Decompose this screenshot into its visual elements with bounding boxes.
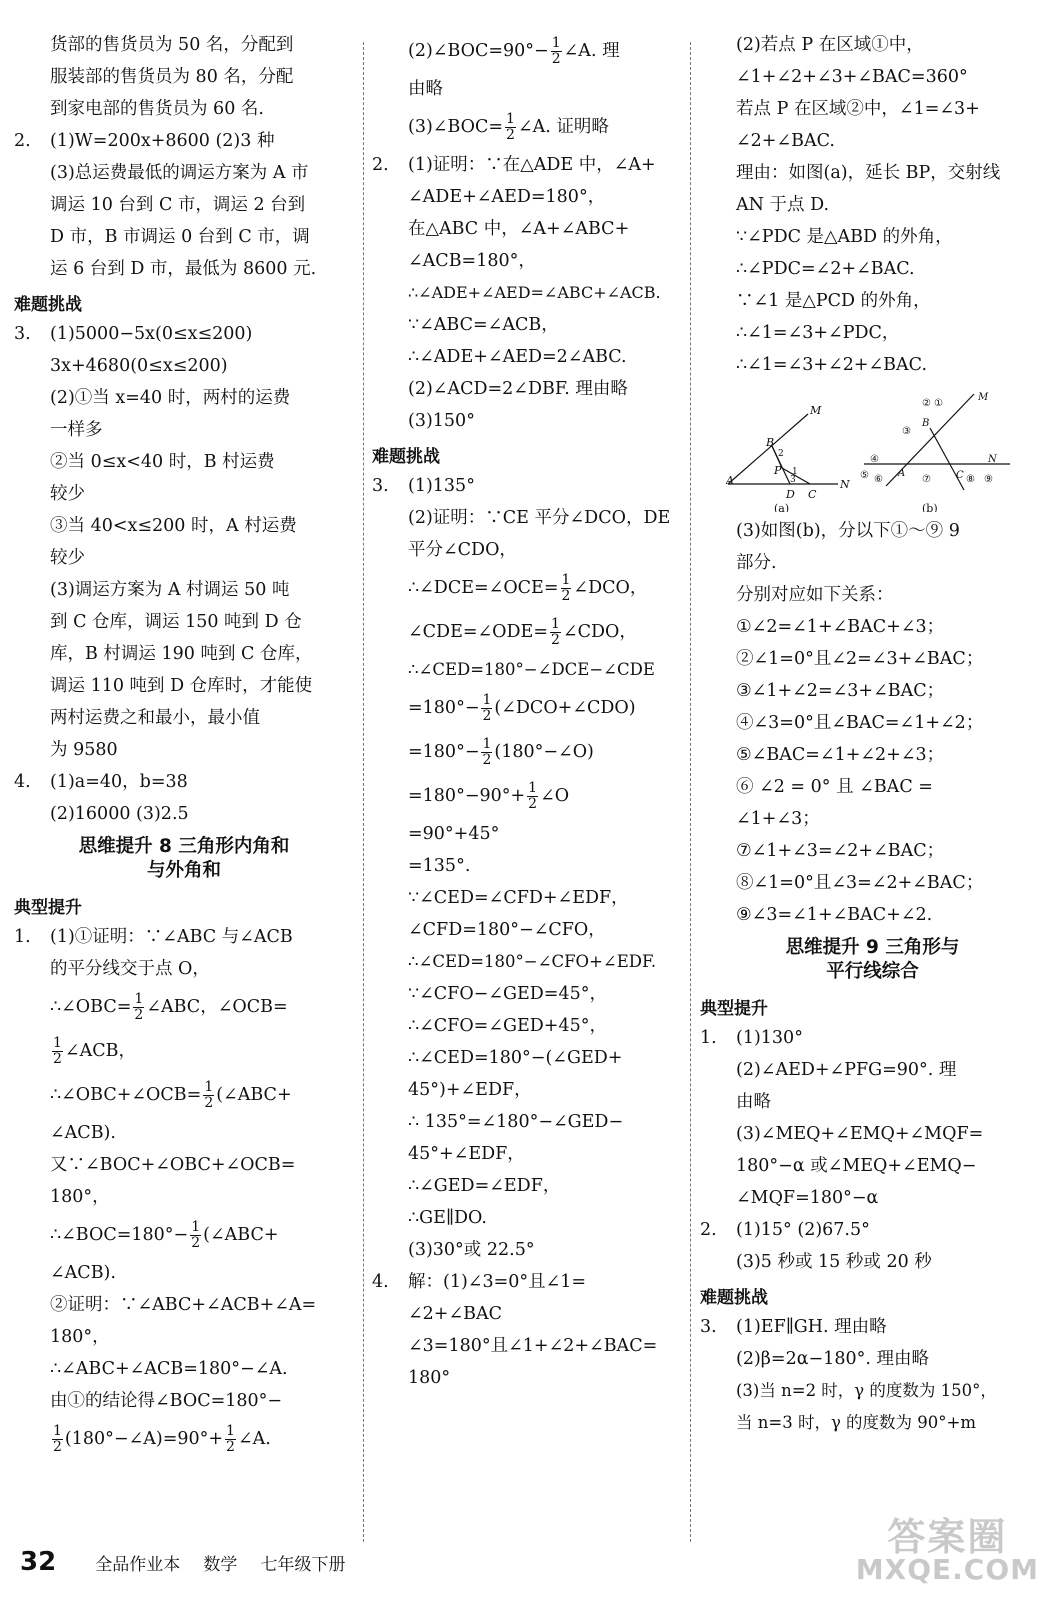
denominator: 2 xyxy=(551,51,561,67)
item-number: 4. xyxy=(372,1272,389,1292)
label-A: A xyxy=(726,474,734,487)
text: ∠CDO， xyxy=(562,622,637,642)
text: ∴∠BOC=180°− xyxy=(50,1225,189,1245)
label-angle-3: 3 xyxy=(790,475,796,485)
text-line: (3)∠MEQ+∠EMQ+∠MQF= xyxy=(736,1124,984,1144)
label-C: C xyxy=(956,470,964,481)
text: (1)a=40，b=38 xyxy=(50,772,188,792)
fraction-half xyxy=(203,1080,214,1111)
fraction-half xyxy=(225,1424,236,1455)
text-line xyxy=(14,1034,354,1068)
text-line xyxy=(372,571,682,605)
text-line: ∴∠ABC+∠ACB=180°−∠A. xyxy=(50,1359,288,1379)
text-line: ∠CFD=180°−∠CFO， xyxy=(408,920,606,940)
text-line: 由略 xyxy=(736,1092,771,1112)
item-number: 2. xyxy=(372,155,389,175)
text-line: ∴∠PDC=∠2+∠BAC. xyxy=(736,259,915,279)
answer-item xyxy=(14,130,354,152)
text-line xyxy=(14,1218,354,1252)
watermark-logo xyxy=(855,1515,1039,1586)
numerator: 1 xyxy=(204,1079,214,1095)
text: ∠A. 理 xyxy=(563,41,620,61)
region-9-label: ⑨ xyxy=(984,474,993,485)
numerator: 1 xyxy=(482,692,492,708)
text-line: =90°+45° xyxy=(408,824,500,844)
item-number: 2. xyxy=(14,131,31,151)
answer-item xyxy=(700,1027,1045,1049)
text-line: 180°， xyxy=(50,1187,110,1207)
label-P: P xyxy=(774,464,782,477)
fraction-half xyxy=(505,112,516,143)
text-line: 180° xyxy=(408,1368,451,1388)
fraction-half xyxy=(550,617,561,648)
section-heading: 典型提升 xyxy=(14,898,82,918)
column-divider xyxy=(363,42,364,1542)
numerator: 1 xyxy=(482,736,492,752)
fraction-half xyxy=(133,992,144,1023)
denominator: 2 xyxy=(191,1235,201,1251)
text-line: =135°. xyxy=(408,856,471,876)
text: ∠ABC，∠OCB= xyxy=(146,997,288,1017)
text-line: ∠ACB). xyxy=(50,1263,116,1283)
numerator: 1 xyxy=(53,1035,62,1051)
text-line: ∴∠ADE+∠AED=2∠ABC. xyxy=(408,347,627,367)
text-line: (3)如图(b)，分以下①～⑨ 9 xyxy=(736,521,960,541)
chapter-title-line: 与外角和 xyxy=(146,860,221,881)
caption-b: (b) xyxy=(922,502,938,512)
item-number: 1. xyxy=(700,1028,717,1048)
numerator: 1 xyxy=(551,35,561,51)
figure-b-labels xyxy=(860,392,998,512)
text-line: 调运 110 吨到 D 仓库时，才能使 xyxy=(50,676,313,696)
section-heading: 典型提升 xyxy=(700,999,768,1019)
fraction-half xyxy=(481,737,492,768)
answer-item xyxy=(372,475,682,497)
label-C: C xyxy=(808,488,817,501)
text: (1)5000−5x(0≤x≤200) xyxy=(50,324,253,344)
text-line: ∵∠1 是△PCD 的外角， xyxy=(736,291,931,311)
label-D: D xyxy=(786,488,795,501)
grade: 七年级下册 xyxy=(260,1554,346,1575)
text: ∴∠DCE=∠OCE= xyxy=(408,578,559,598)
text-line: (2)证明：∵CE 平分∠DCO，DE xyxy=(408,508,671,528)
text-line: ∠3=180°且∠1+∠2+∠BAC= xyxy=(408,1336,658,1356)
text: ∠A. xyxy=(237,1429,271,1449)
text-line: 理由：如图(a)，延长 BP，交射线 xyxy=(736,163,1001,183)
text-line: 45°)+∠EDF， xyxy=(408,1080,532,1100)
denominator: 2 xyxy=(53,1051,62,1067)
answer-item xyxy=(14,323,354,345)
text: (3)∠BOC= xyxy=(408,117,504,137)
text: (∠ABC+ xyxy=(203,1225,279,1245)
text: ∴∠OBC+∠OCB= xyxy=(50,1085,202,1105)
section-heading: 难题挑战 xyxy=(700,1288,768,1308)
region-8-label: ⑧ xyxy=(966,474,975,485)
text-line: ∵∠CED=∠CFD+∠EDF， xyxy=(408,888,629,908)
text-line: 由略 xyxy=(408,79,443,99)
denominator: 2 xyxy=(53,1439,62,1455)
text-line: 平分∠CDO， xyxy=(408,540,517,560)
text-line: AN 于点 D. xyxy=(736,195,830,215)
column-left xyxy=(14,34,354,1466)
text: (2)∠BOC=90°− xyxy=(408,41,549,61)
text-line: (3)调运方案为 A 村调运 50 吨 xyxy=(50,580,290,600)
geometry-figures xyxy=(726,392,1016,512)
text-line: ③当 40<x≤200 时，A 村运费 xyxy=(50,516,297,536)
text: ∠DCO， xyxy=(573,578,648,598)
text-line: 运 6 台到 D 市，最低为 8600 元. xyxy=(50,259,317,279)
text: (1)130° xyxy=(736,1028,803,1048)
text-line: ①∠2=∠1+∠BAC+∠3； xyxy=(736,617,945,637)
text-line: (2)16000 (3)2.5 xyxy=(50,804,189,824)
text: (∠DCO+∠CDO) xyxy=(494,698,636,718)
text: (∠ABC+ xyxy=(216,1085,292,1105)
section-heading: 难题挑战 xyxy=(372,447,440,467)
text-line: (2)β=2α−180°. 理由略 xyxy=(736,1349,929,1369)
text: (1)证明：∵在△ADE 中，∠A+ xyxy=(408,155,656,175)
book-title: 全品作业本 xyxy=(95,1554,181,1575)
text-line xyxy=(14,1422,354,1456)
text-line: 库，B 村调运 190 吨到 C 仓库， xyxy=(50,644,313,664)
text-line: ∠2+∠BAC xyxy=(408,1304,503,1324)
region-5-label: ⑤ xyxy=(860,470,869,481)
text: (1)135° xyxy=(408,476,475,496)
label-angle-1: 1 xyxy=(792,467,798,477)
text-line: ∠2+∠BAC. xyxy=(736,131,835,151)
region-6-label: ⑥ xyxy=(874,474,883,485)
text-line: 到 C 仓库，调运 150 吨到 D 仓 xyxy=(50,612,302,632)
text-line: 到家电部的售货员为 60 名. xyxy=(50,99,264,119)
fraction-half xyxy=(52,1036,63,1067)
text-line: ∵∠PDC 是△ABD 的外角， xyxy=(736,227,953,247)
section-heading: 难题挑战 xyxy=(14,295,82,315)
text: (180°−∠A)=90°+ xyxy=(64,1429,224,1449)
figure-a-labels xyxy=(726,404,850,512)
denominator: 2 xyxy=(482,708,492,724)
column-middle xyxy=(372,34,682,1399)
region-1-label: ① xyxy=(934,398,943,409)
text-line: (2)∠ACD=2∠DBF. 理由略 xyxy=(408,379,628,399)
text-line: ∴∠1=∠3+∠2+∠BAC. xyxy=(736,355,928,375)
text-line: ∴∠1=∠3+∠PDC， xyxy=(736,323,900,343)
label-M: M xyxy=(978,392,989,403)
text-line: ②当 0≤x<40 时，B 村运费 xyxy=(50,452,275,472)
text-line: 的平分线交于点 O， xyxy=(50,959,210,979)
text-line: ∠1+∠2+∠3+∠BAC=360° xyxy=(736,67,968,87)
denominator: 2 xyxy=(226,1439,235,1455)
text-line: 较少 xyxy=(50,548,85,568)
text-line: 为 9580 xyxy=(50,740,118,760)
fraction-half xyxy=(52,1424,63,1455)
answer-item xyxy=(700,1219,1045,1241)
column-right xyxy=(700,34,1045,1444)
answer-item xyxy=(14,771,354,793)
numerator: 1 xyxy=(191,1219,201,1235)
item-number: 3. xyxy=(14,324,31,344)
fraction-half xyxy=(561,573,572,604)
numerator: 1 xyxy=(506,111,515,127)
text-line: ∴∠ADE+∠AED=∠ABC+∠ACB. xyxy=(408,283,661,302)
text: (1)EF∥GH. 理由略 xyxy=(736,1317,887,1337)
denominator: 2 xyxy=(506,127,515,143)
text-line xyxy=(372,779,682,813)
text: 解：(1)∠3=0°且∠1= xyxy=(408,1272,587,1292)
item-number: 3. xyxy=(700,1317,717,1337)
numerator: 1 xyxy=(551,616,560,632)
chapter-title-line: 平行线综合 xyxy=(826,961,919,982)
text-line xyxy=(372,110,682,144)
fraction-half xyxy=(481,693,492,724)
text: ∴∠OBC= xyxy=(50,997,132,1017)
item-number: 1. xyxy=(14,927,31,947)
text-line: 3x+4680(0≤x≤200) xyxy=(50,356,228,376)
text-line: ∵∠ABC=∠ACB， xyxy=(408,315,559,335)
text-line: (3)150° xyxy=(408,411,475,431)
text-line: ∠1+∠3； xyxy=(736,809,820,829)
text-line: 若点 P 在区域②中，∠1=∠3+ xyxy=(736,99,980,119)
label-M: M xyxy=(810,404,822,417)
text: =180°− xyxy=(408,698,480,718)
text-line: ∴∠GED=∠EDF， xyxy=(408,1176,561,1196)
text-line: 当 n=3 时，γ 的度数为 90°+m xyxy=(736,1413,977,1432)
text-line: (3)当 n=2 时，γ 的度数为 150°， xyxy=(736,1381,997,1400)
chapter-title xyxy=(14,835,354,883)
numerator: 1 xyxy=(561,572,571,588)
fraction-half xyxy=(190,1220,201,1251)
text-line: 调运 10 台到 C 市，调运 2 台到 xyxy=(50,195,306,215)
answer-item xyxy=(372,1271,682,1293)
text: ∠A. 证明略 xyxy=(517,117,609,137)
text-line: 一样多 xyxy=(50,420,103,440)
text-line: ⑨∠3=∠1+∠BAC+∠2. xyxy=(736,905,933,925)
text-line: 180°−α 或∠MEQ+∠EMQ− xyxy=(736,1156,977,1176)
text-line: 由①的结论得∠BOC=180°− xyxy=(50,1391,283,1411)
text-line: ∴∠CFO=∠GED+45°， xyxy=(408,1016,607,1036)
text-line: ⑥ ∠2 = 0° 且 ∠BAC = xyxy=(736,777,933,797)
column-divider xyxy=(690,42,691,1542)
text-line: ∴GE∥DO. xyxy=(408,1208,487,1228)
text-line: 两村运费之和最小，最小值 xyxy=(50,708,260,728)
label-B: B xyxy=(922,418,930,429)
subject: 数学 xyxy=(203,1554,238,1575)
text-line xyxy=(372,34,682,68)
text-line xyxy=(14,990,354,1024)
region-2-label: ② xyxy=(922,398,931,409)
text: =180°−90°+ xyxy=(408,786,526,806)
text: (180°−∠O) xyxy=(494,742,594,762)
text: ∠O xyxy=(540,786,570,806)
text-line: ∴∠CED=180°−∠DCE−∠CDE xyxy=(408,660,655,679)
text-line: 较少 xyxy=(50,484,85,504)
text-line: (2)∠AED+∠PFG=90°. 理 xyxy=(736,1060,957,1080)
watermark-text: 答案圈 xyxy=(887,1515,1008,1559)
text-line: ④∠3=0°且∠BAC=∠1+∠2； xyxy=(736,713,984,733)
label-N: N xyxy=(840,478,850,491)
label-B: B xyxy=(766,436,775,449)
text-line: 部分. xyxy=(736,553,777,573)
text-line: ∵∠CFO−∠GED=45°， xyxy=(408,984,607,1004)
text-line: (3)30°或 22.5° xyxy=(408,1240,535,1260)
text: ∠CDE=∠ODE= xyxy=(408,622,548,642)
label-N: N xyxy=(988,454,997,465)
text-line: (3)总运费最低的调运方案为 A 市 xyxy=(50,163,309,183)
region-7-label: ⑦ xyxy=(922,474,931,485)
watermark-url: MXQE.COM xyxy=(855,1553,1039,1586)
denominator: 2 xyxy=(528,796,538,812)
text-line: ∠ACB). xyxy=(50,1123,116,1143)
text-line: D 市，B 市调运 0 台到 C 市，调 xyxy=(50,227,310,247)
numerator: 1 xyxy=(226,1423,235,1439)
item-number: 3. xyxy=(372,476,389,496)
text-line: ∴∠CED=180°−∠CFO+∠EDF. xyxy=(408,952,657,971)
answer-item xyxy=(700,1316,1045,1338)
item-number: 4. xyxy=(14,772,31,792)
text-line: (2)若点 P 在区域①中， xyxy=(736,35,924,55)
text: (1)15° (2)67.5° xyxy=(736,1220,870,1240)
text-line: 服装部的售货员为 80 名，分配 xyxy=(50,67,294,87)
text-line: (3)5 秒或 15 秒或 20 秒 xyxy=(736,1252,932,1272)
text-line: ∠MQF=180°−α xyxy=(736,1188,879,1208)
page-number: 32 xyxy=(20,1547,57,1577)
text-line xyxy=(14,1078,354,1112)
text-line: 45°+∠EDF， xyxy=(408,1144,525,1164)
region-3-label: ③ xyxy=(902,426,911,437)
numerator: 1 xyxy=(134,991,144,1007)
text-line: (2)①当 x=40 时，两村的运费 xyxy=(50,388,291,408)
denominator: 2 xyxy=(204,1095,214,1111)
text-line: ②证明：∵∠ABC+∠ACB+∠A= xyxy=(50,1295,317,1315)
chapter-title-line: 思维提升 9 三角形与 xyxy=(785,937,960,958)
label-A: A xyxy=(898,468,906,479)
text-line: ∴∠CED=180°−(∠GED+ xyxy=(408,1048,623,1068)
text-line: ③∠1+∠2=∠3+∠BAC； xyxy=(736,681,945,701)
text-line xyxy=(372,735,682,769)
chapter-title-line: 思维提升 8 三角形内角和 xyxy=(78,836,290,857)
region-4-label: ④ xyxy=(870,454,879,465)
denominator: 2 xyxy=(134,1007,144,1023)
text: =180°− xyxy=(408,742,480,762)
text-line: ⑧∠1=0°且∠3=∠2+∠BAC； xyxy=(736,873,984,893)
caption-a: (a) xyxy=(774,502,790,512)
text-line xyxy=(372,615,682,649)
text: (1)W=200x+8600 (2)3 种 xyxy=(50,131,275,151)
text-line: ∴ 135°=∠180°−∠GED− xyxy=(408,1112,624,1132)
text-line: ∠ADE+∠AED=180°， xyxy=(408,187,606,207)
numerator: 1 xyxy=(528,780,538,796)
text-line: ⑤∠BAC=∠1+∠2+∠3； xyxy=(736,745,945,765)
text: (1)①证明：∵∠ABC 与∠ACB xyxy=(50,927,293,947)
text: ∠ACB， xyxy=(64,1041,136,1061)
fraction-half xyxy=(551,36,562,67)
denominator: 2 xyxy=(482,752,492,768)
item-number: 2. xyxy=(700,1220,717,1240)
text-line: 在△ABC 中，∠A+∠ABC+ xyxy=(408,219,630,239)
denominator: 2 xyxy=(551,632,560,648)
denominator: 2 xyxy=(561,588,571,604)
label-angle-2: 2 xyxy=(778,449,784,459)
text-line xyxy=(372,691,682,725)
numerator: 1 xyxy=(53,1423,62,1439)
text-line: ⑦∠1+∠3=∠2+∠BAC； xyxy=(736,841,945,861)
answer-item xyxy=(372,154,682,176)
chapter-title xyxy=(700,936,1045,984)
page-footer xyxy=(20,1547,363,1577)
text-line: 分别对应如下关系： xyxy=(736,585,894,605)
text-line: 180°， xyxy=(50,1327,110,1347)
answer-item xyxy=(14,926,354,948)
text-line: 又∵∠BOC+∠OBC+∠OCB= xyxy=(50,1155,296,1175)
text-line: 货部的售货员为 50 名，分配到 xyxy=(50,35,294,55)
text-line: ∠ACB=180°， xyxy=(408,251,536,271)
fraction-half xyxy=(527,781,538,812)
text-line: ②∠1=0°且∠2=∠3+∠BAC； xyxy=(736,649,984,669)
